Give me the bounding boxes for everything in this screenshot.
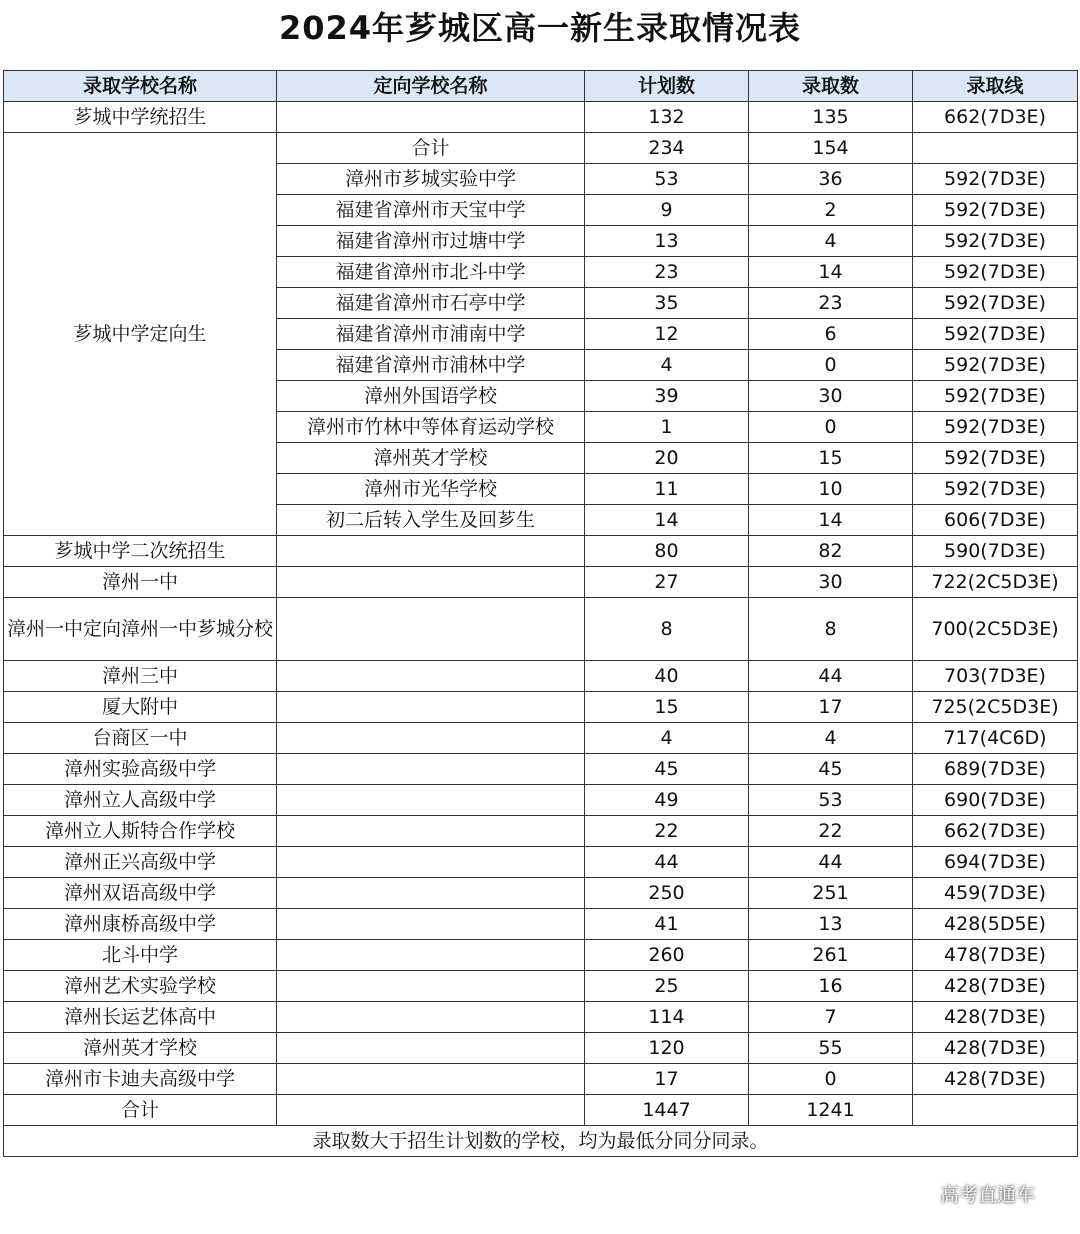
plan-cell: 9: [585, 195, 749, 226]
line-cell: 592(7D3E): [913, 288, 1078, 319]
admit-cell: 55: [749, 1033, 913, 1064]
table-body: [4, 102, 1078, 1157]
target-cell: 福建省漳州市过塘中学: [277, 226, 585, 257]
school-cell: 漳州艺术实验学校: [4, 971, 277, 1002]
line-cell: 694(7D3E): [913, 847, 1078, 878]
line-cell: 703(7D3E): [913, 661, 1078, 692]
line-cell: 592(7D3E): [913, 257, 1078, 288]
school-cell: 漳州一中定向漳州一中芗城分校: [4, 598, 277, 661]
plan-cell: 20: [585, 443, 749, 474]
school-cell: 漳州一中: [4, 567, 277, 598]
school-cell: 漳州市卡迪夫高级中学: [4, 1064, 277, 1095]
admit-cell: 261: [749, 940, 913, 971]
target-cell: [277, 536, 585, 567]
line-cell: 592(7D3E): [913, 381, 1078, 412]
plan-cell: 40: [585, 661, 749, 692]
header-cell-plan: 计划数: [585, 71, 749, 102]
school-cell: 漳州三中: [4, 661, 277, 692]
plan-cell: 17: [585, 1064, 749, 1095]
line-cell: 592(7D3E): [913, 195, 1078, 226]
line-cell: 592(7D3E): [913, 412, 1078, 443]
plan-cell: 250: [585, 878, 749, 909]
school-cell: 台商区一中: [4, 723, 277, 754]
target-cell: [277, 754, 585, 785]
target-cell: [277, 1002, 585, 1033]
note-row: [4, 1126, 1078, 1157]
school-cell: 漳州立人高级中学: [4, 785, 277, 816]
admit-cell: 44: [749, 661, 913, 692]
target-cell: 漳州市芗城实验中学: [277, 164, 585, 195]
admit-cell: 14: [749, 505, 913, 536]
school-cell: 漳州英才学校: [4, 1033, 277, 1064]
header-cell-school: 录取学校名称: [4, 71, 277, 102]
plan-cell: 4: [585, 723, 749, 754]
line-cell: 478(7D3E): [913, 940, 1078, 971]
admit-cell: 0: [749, 412, 913, 443]
plan-cell: 80: [585, 536, 749, 567]
plan-cell: 1: [585, 412, 749, 443]
table-row: [4, 723, 1078, 754]
admit-cell: 23: [749, 288, 913, 319]
school-cell: 漳州康桥高级中学: [4, 909, 277, 940]
plan-cell: 4: [585, 350, 749, 381]
table-row: [4, 102, 1078, 133]
target-cell: [277, 567, 585, 598]
total-row: [4, 1095, 1078, 1126]
admit-cell: 4: [749, 723, 913, 754]
admit-cell: 0: [749, 350, 913, 381]
target-cell: 合计: [277, 133, 585, 164]
table-row: [4, 785, 1078, 816]
admit-cell: 154: [749, 133, 913, 164]
table-row: [4, 754, 1078, 785]
table-row: [4, 878, 1078, 909]
plan-cell: 49: [585, 785, 749, 816]
line-cell: 690(7D3E): [913, 785, 1078, 816]
line-cell: 662(7D3E): [913, 102, 1078, 133]
school-cell: 漳州长运艺体高中: [4, 1002, 277, 1033]
school-cell: 厦大附中: [4, 692, 277, 723]
plan-cell: 41: [585, 909, 749, 940]
line-cell: 717(4C6D): [913, 723, 1078, 754]
admit-cell: 45: [749, 754, 913, 785]
total-label-cell: 合计: [4, 1095, 277, 1126]
table-row: [4, 661, 1078, 692]
admit-cell: 30: [749, 381, 913, 412]
target-cell: [277, 785, 585, 816]
admit-cell: 30: [749, 567, 913, 598]
target-cell: 福建省漳州市北斗中学: [277, 257, 585, 288]
plan-cell: 53: [585, 164, 749, 195]
school-cell: 漳州实验高级中学: [4, 754, 277, 785]
plan-cell: 25: [585, 971, 749, 1002]
line-cell: [913, 133, 1078, 164]
plan-cell: 27: [585, 567, 749, 598]
page-title: 2024年芗城区高一新生录取情况表: [278, 9, 802, 47]
line-cell: 662(7D3E): [913, 816, 1078, 847]
admit-cell: 4: [749, 226, 913, 257]
plan-cell: 13: [585, 226, 749, 257]
line-cell: 689(7D3E): [913, 754, 1078, 785]
line-cell: 606(7D3E): [913, 505, 1078, 536]
admit-cell: 82: [749, 536, 913, 567]
target-cell: [277, 102, 585, 133]
school-cell: 芗城中学定向生: [4, 133, 277, 536]
admit-cell: 16: [749, 971, 913, 1002]
footnote: 录取数大于招生计划数的学校，均为最低分同分同录。: [4, 1126, 1078, 1157]
line-cell: 590(7D3E): [913, 536, 1078, 567]
header-cell-admit: 录取数: [749, 71, 913, 102]
target-cell: [277, 692, 585, 723]
admit-cell: 53: [749, 785, 913, 816]
target-cell: [277, 1095, 585, 1126]
table-row: [4, 971, 1078, 1002]
target-cell: 福建省漳州市天宝中学: [277, 195, 585, 226]
school-cell: 漳州立人斯特合作学校: [4, 816, 277, 847]
line-cell: 428(7D3E): [913, 1033, 1078, 1064]
table-row: [4, 1002, 1078, 1033]
plan-cell: 234: [585, 133, 749, 164]
line-cell: 459(7D3E): [913, 878, 1078, 909]
school-cell: 芗城中学统招生: [4, 102, 277, 133]
admit-cell: 10: [749, 474, 913, 505]
total-plan-cell: 1447: [585, 1095, 749, 1126]
target-cell: 漳州外国语学校: [277, 381, 585, 412]
plan-cell: 8: [585, 598, 749, 661]
header-cell-line: 录取线: [913, 71, 1078, 102]
header-cell-target: 定向学校名称: [277, 71, 585, 102]
plan-cell: 114: [585, 1002, 749, 1033]
plan-cell: 14: [585, 505, 749, 536]
target-cell: [277, 878, 585, 909]
admit-cell: 7: [749, 1002, 913, 1033]
target-cell: [277, 847, 585, 878]
school-cell: 漳州双语高级中学: [4, 878, 277, 909]
plan-cell: 15: [585, 692, 749, 723]
plan-cell: 260: [585, 940, 749, 971]
table-row: [4, 598, 1078, 661]
plan-cell: 45: [585, 754, 749, 785]
line-cell: 592(7D3E): [913, 443, 1078, 474]
admit-cell: 0: [749, 1064, 913, 1095]
admit-cell: 2: [749, 195, 913, 226]
table-row: [4, 847, 1078, 878]
total-line-cell: [913, 1095, 1078, 1126]
plan-cell: 12: [585, 319, 749, 350]
admit-cell: 15: [749, 443, 913, 474]
admit-cell: 251: [749, 878, 913, 909]
plan-cell: 11: [585, 474, 749, 505]
line-cell: 428(7D3E): [913, 1002, 1078, 1033]
admit-cell: 135: [749, 102, 913, 133]
school-cell: 芗城中学二次统招生: [4, 536, 277, 567]
plan-cell: 39: [585, 381, 749, 412]
line-cell: 725(2C5D3E): [913, 692, 1078, 723]
target-cell: [277, 940, 585, 971]
line-cell: 428(7D3E): [913, 971, 1078, 1002]
target-cell: [277, 723, 585, 754]
target-cell: [277, 1033, 585, 1064]
table-header-row: [4, 71, 1078, 102]
plan-cell: 120: [585, 1033, 749, 1064]
line-cell: 592(7D3E): [913, 350, 1078, 381]
total-admit-cell: 1241: [749, 1095, 913, 1126]
target-cell: [277, 598, 585, 661]
plan-cell: 44: [585, 847, 749, 878]
line-cell: 592(7D3E): [913, 164, 1078, 195]
plan-cell: 132: [585, 102, 749, 133]
admit-cell: 36: [749, 164, 913, 195]
line-cell: 592(7D3E): [913, 319, 1078, 350]
table-row: [4, 940, 1078, 971]
target-cell: 初二后转入学生及回芗生: [277, 505, 585, 536]
school-cell: 漳州正兴高级中学: [4, 847, 277, 878]
admit-cell: 17: [749, 692, 913, 723]
target-cell: 漳州市竹林中等体育运动学校: [277, 412, 585, 443]
watermark: 高考直通车: [940, 1184, 1036, 1206]
line-cell: 428(7D3E): [913, 1064, 1078, 1095]
target-cell: [277, 909, 585, 940]
table-row: [4, 909, 1078, 940]
admit-cell: 22: [749, 816, 913, 847]
admit-cell: 6: [749, 319, 913, 350]
table-row: [4, 133, 1078, 164]
target-cell: [277, 1064, 585, 1095]
admission-table: [3, 70, 1078, 1157]
line-cell: 428(5D5E): [913, 909, 1078, 940]
admit-cell: 44: [749, 847, 913, 878]
table-row: [4, 1033, 1078, 1064]
target-cell: [277, 661, 585, 692]
table-row: [4, 567, 1078, 598]
line-cell: 700(2C5D3E): [913, 598, 1078, 661]
target-cell: 漳州市光华学校: [277, 474, 585, 505]
table-row: [4, 692, 1078, 723]
admit-cell: 14: [749, 257, 913, 288]
admit-cell: 13: [749, 909, 913, 940]
line-cell: 722(2C5D3E): [913, 567, 1078, 598]
table-row: [4, 536, 1078, 567]
plan-cell: 35: [585, 288, 749, 319]
target-cell: 福建省漳州市浦林中学: [277, 350, 585, 381]
plan-cell: 22: [585, 816, 749, 847]
school-cell: 北斗中学: [4, 940, 277, 971]
target-cell: [277, 971, 585, 1002]
plan-cell: 23: [585, 257, 749, 288]
table-row: [4, 1064, 1078, 1095]
admit-cell: 8: [749, 598, 913, 661]
target-cell: [277, 816, 585, 847]
line-cell: 592(7D3E): [913, 226, 1078, 257]
target-cell: 漳州英才学校: [277, 443, 585, 474]
line-cell: 592(7D3E): [913, 474, 1078, 505]
target-cell: 福建省漳州市浦南中学: [277, 319, 585, 350]
table-row: [4, 816, 1078, 847]
target-cell: 福建省漳州市石亭中学: [277, 288, 585, 319]
